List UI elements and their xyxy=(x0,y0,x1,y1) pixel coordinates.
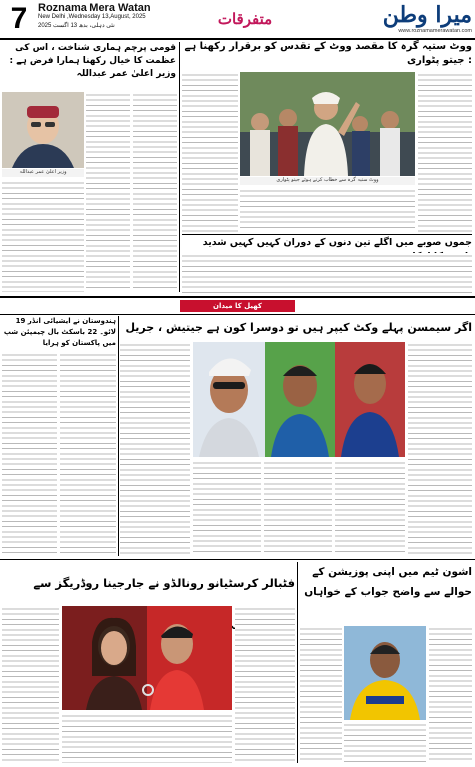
omar-photo xyxy=(2,92,84,168)
voter-text-col-1 xyxy=(182,72,238,232)
players-photo xyxy=(193,342,405,457)
ronaldo-headline: فٹبالر کرسٹیانو رونالڈو نے جارجینا روڈریگز سے xyxy=(33,576,295,590)
rally-image xyxy=(240,72,415,176)
keeper-text-col-2 xyxy=(408,342,472,556)
ashwin-image xyxy=(344,626,426,720)
sports-divider xyxy=(118,316,119,556)
sports-rule-top xyxy=(0,296,475,298)
keeper-text-col-3 xyxy=(193,460,261,556)
keeper-text-col-4 xyxy=(264,460,332,556)
sports-rule-bottom xyxy=(0,314,475,315)
ashwin-text-col-1 xyxy=(300,626,342,763)
website-url: www.roznamamerawatan.com xyxy=(398,28,472,34)
ronaldo-photo xyxy=(62,606,232,710)
dateline-en: New Delhi ,Wednesday 13,August, 2025 xyxy=(38,14,146,20)
ashwin-text-col-3 xyxy=(344,722,426,763)
weather-text xyxy=(182,253,472,293)
weather-headline: جموں صوبے میں اگلے تین دنوں کے دوران کہیں کہیں شدید xyxy=(202,237,472,248)
ashwin-text-col-2 xyxy=(429,626,472,763)
dateline-ur: نئی دہلی، بدھ 13 اگست 2025 xyxy=(38,23,115,29)
masthead-dateline-block xyxy=(38,4,188,31)
weather-rule xyxy=(182,234,472,235)
ronaldo-text-col-1 xyxy=(2,606,59,763)
section-title: متفرقات xyxy=(217,10,273,28)
bottom-divider xyxy=(297,562,298,763)
paper-label: Roznama xyxy=(38,2,87,14)
rally-photo-caption: ووٹ ستیہ گرہ سے خطاب کرتے ہوئے جیتو پٹواری xyxy=(240,177,415,185)
ronaldo-text-col-2 xyxy=(235,606,295,763)
ashwin-photo xyxy=(344,626,426,720)
pakistan-text-col-1 xyxy=(2,352,57,556)
rally-photo xyxy=(240,72,415,176)
keeper-text-col-5 xyxy=(335,460,405,556)
omar-photo-caption: وزیر اعلیٰ عمر عبداللہ xyxy=(2,169,84,177)
omar-text-col-1 xyxy=(86,92,130,292)
paper-name: Mera Watan xyxy=(89,2,151,14)
masthead-logo-block xyxy=(362,2,472,34)
couple-image xyxy=(62,606,232,710)
ronaldo-text-col-3 xyxy=(62,713,232,763)
sports-band: کھیل کا میدان xyxy=(180,300,295,312)
players-image xyxy=(193,342,405,457)
pakistan-text-col-2 xyxy=(60,352,116,556)
paper-name-line xyxy=(38,4,188,13)
voter-text-col-3 xyxy=(240,188,415,232)
keeper-text-col-1 xyxy=(120,342,190,556)
ashwin-headline: اشون ٹیم میں اپنی پوزیشن کے حوالے سے واضح جواب کے خواہاں xyxy=(304,566,472,598)
bottom-rule xyxy=(0,559,475,560)
omar-text-col-2 xyxy=(133,92,177,292)
page-number: 7 xyxy=(10,2,28,35)
pakistan-headline: ہندوستان نے ایشیائی انڈر 19 لائو۔ 22 باسکٹ بال چیمپئن شپ میں پاکستان کو ہرایا xyxy=(3,317,116,347)
omar-text-col-3 xyxy=(2,180,84,292)
keeper-headline: اگر سیمسن پہلے وکٹ کیپر ہیں تو دوسرا کون ہے جیتیش ، جریل xyxy=(125,321,472,334)
voter-text-col-2 xyxy=(418,72,472,232)
column-divider xyxy=(179,42,180,292)
newspaper-logo: میرا وطن xyxy=(382,2,472,28)
voter-headline: ووٹ ستیہ گرہ کا مقصد ووٹ کے تقدس کو برقرار رکھنا ہے : جیتو پٹواری xyxy=(184,41,472,66)
omar-headline: قومی پرچم ہماری شناخت ، اس کی عظمت کا خیال رکھنا ہمارا فرض ہے : وزیر اعلیٰ عمر عبداللہ xyxy=(9,43,176,79)
portrait-image xyxy=(2,92,84,168)
